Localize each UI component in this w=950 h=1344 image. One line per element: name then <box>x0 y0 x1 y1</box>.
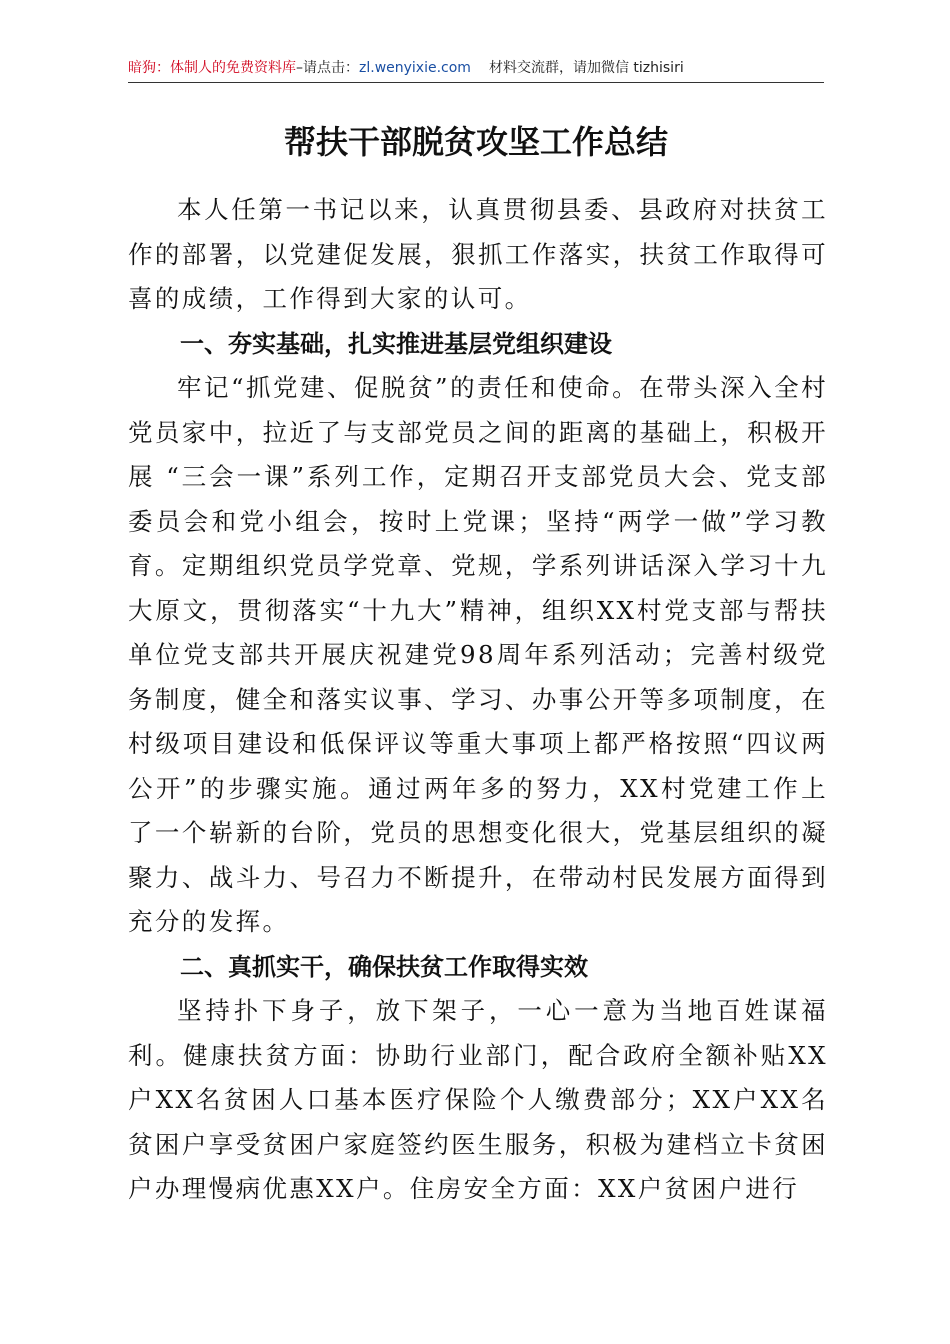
section-2-heading: 二、真抓实干，确保扶贫工作取得实效 <box>180 952 588 981</box>
section-1-heading: 一、夯实基础，扎实推进基层党组织建设 <box>180 329 612 358</box>
section-1-paragraph: 牢记“抓党建、促脱贫”的责任和使命。在带头深入全村党员家中，拉近了与支部党员之间的距离的基础上，积极开展 “三会一课”系列工作，定期召开支部党员大会、党支部委员会和党小组会，按时上党课；坚持“两学一做”学习教育。定期组织党员学党章、党规，学系列讲话深入学习十九大原文，贯彻落实“十九大”精神，组织XX村党支部与帮扶单位党支部共开展庆祝建党98周年系列活动；完善村级党务制度，健全和落实议事、学习、办事公开等多项制度，在村级项目建设和低保评议等重大事项上都严格按照“四议两公开”的步骤实施。通过两年多的努力，XX村党建工作上了一个崭新的台阶，党员的思想变化很大，党基层组织的凝聚力、战斗力、号召力不断提升，在带动村民发展方面得到充分的发挥。 <box>128 373 828 936</box>
header-click-prompt: –请点击： <box>296 60 359 76</box>
header-promo-text: 暗狗：体制人的免费资料库 <box>128 60 296 76</box>
header-divider <box>128 82 824 83</box>
section-2-paragraph: 坚持扑下身子，放下架子，一心一意为当地百姓谋福利。健康扶贫方面：协助行业部门，配合政府全额补贴XX户XX名贫困人口基本医疗保险个人缴费部分；XX户XX名贫困户享受贫困户家庭签约医生服务，积极为建档立卡贫困户办理慢病优惠XX户。住房安全方面：XX户贫困户进行 <box>128 996 828 1203</box>
intro-paragraph: 本人任第一书记以来，认真贯彻县委、县政府对扶贫工作的部署，以党建促发展，狠抓工作落实，扶贫工作取得可喜的成绩，工作得到大家的认可。 <box>128 195 828 313</box>
header-wechat-text: 材料交流群，请加微信 tizhisiri <box>488 60 684 76</box>
document-title: 帮扶干部脱贫攻坚工作总结 <box>283 123 668 161</box>
page-header <box>128 58 824 78</box>
header-website-link[interactable]: zl.wenyixie.com <box>359 60 471 76</box>
document-body <box>128 188 828 1212</box>
